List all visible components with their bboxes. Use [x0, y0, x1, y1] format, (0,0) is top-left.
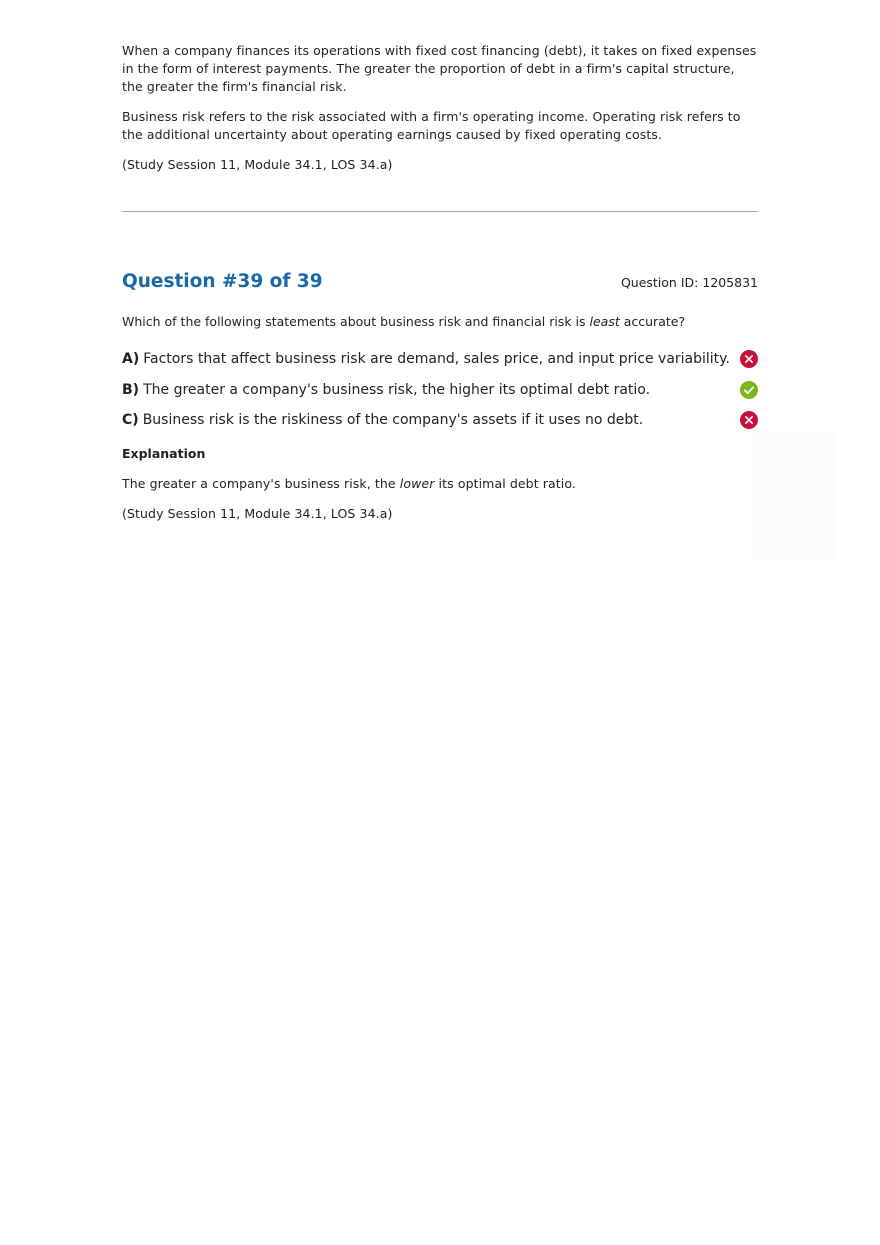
previous-explanation: [122, 42, 758, 186]
choice-letter: B): [122, 381, 140, 398]
choice-text: Factors that affect business risk are demand, sales price, and input price variability.: [143, 351, 730, 367]
section-divider: [122, 211, 758, 212]
stem-emphasis: least: [589, 314, 620, 329]
explanation-text-start: The greater a company's business risk, the: [122, 476, 400, 491]
faint-background-panel: [752, 432, 836, 560]
choice-text: The greater a company's business risk, the higher its optimal debt ratio.: [143, 381, 651, 398]
question-stem: [122, 313, 758, 331]
answer-choice-c[interactable]: [122, 410, 758, 430]
question-body: [122, 313, 758, 535]
study-reference: (Study Session 11, Module 34.1, LOS 34.a): [122, 157, 393, 172]
stem-text-end: accurate?: [619, 314, 686, 329]
choice-letter: A): [122, 351, 140, 367]
x-circle-icon: [740, 350, 758, 368]
explanation-heading: Explanation: [122, 446, 206, 461]
check-circle-icon: [740, 381, 758, 399]
explanation-paragraph: Business risk refers to the risk associated with a firm's operating income. Operating risk refers to the additional uncertainty about operating earnings caused by fixed operating costs.: [122, 109, 741, 142]
explanation-emphasis: lower: [399, 476, 435, 491]
explanation-text: [122, 475, 758, 493]
question-header: [122, 268, 758, 298]
explanation-paragraph: When a company finances its operations with fixed cost financing (debt), it takes on fixed expenses in the form of interest payments. The greater the proportion of debt in a firm's capital structure, the greater the firm's financial risk.: [122, 43, 757, 94]
choice-letter: C): [122, 412, 139, 428]
explanation-text-end: its optimal debt ratio.: [434, 476, 576, 491]
answer-choice-a[interactable]: [122, 349, 758, 369]
stem-text: Which of the following statements about business risk and financial risk is: [122, 314, 590, 329]
answer-choice-b[interactable]: [122, 380, 758, 400]
choice-text: Business risk is the riskiness of the company's assets if it uses no debt.: [142, 412, 644, 428]
x-circle-icon: [740, 411, 758, 429]
question-id: Question ID: 1205831: [620, 275, 758, 290]
question-title: Question #39 of 39: [122, 271, 323, 292]
study-reference: (Study Session 11, Module 34.1, LOS 34.a): [122, 506, 393, 521]
